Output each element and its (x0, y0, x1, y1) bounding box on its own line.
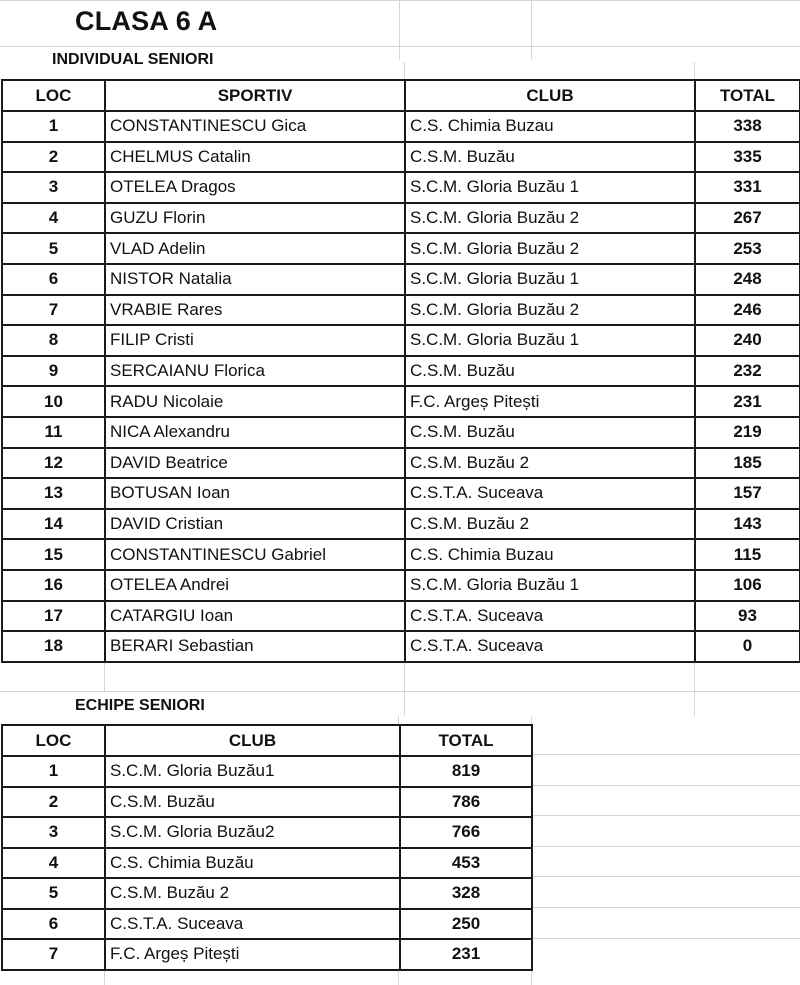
cell-loc: 4 (2, 203, 105, 234)
table-header-row (2, 725, 532, 756)
cell-total: 248 (695, 264, 800, 295)
cell-club: S.C.M. Gloria Buzău 1 (405, 264, 695, 295)
cell-loc: 12 (2, 448, 105, 479)
cell-sportiv: BOTUSAN Ioan (105, 478, 405, 509)
gridline (531, 0, 532, 60)
cell-loc: 5 (2, 878, 105, 909)
table-row (2, 233, 800, 264)
cell-club: C.S.T.A. Suceava (105, 909, 400, 940)
cell-total: 157 (695, 478, 800, 509)
cell-sportiv: OTELEA Andrei (105, 570, 405, 601)
gridline (398, 968, 399, 985)
table-row (2, 264, 800, 295)
table-row (2, 448, 800, 479)
cell-loc: 2 (2, 142, 105, 173)
cell-club: C.S.M. Buzău 2 (405, 448, 695, 479)
cell-total: 453 (400, 848, 532, 879)
table-row (2, 909, 532, 940)
table-row (2, 356, 800, 387)
cell-sportiv: CHELMUS Catalin (105, 142, 405, 173)
cell-sportiv: GUZU Florin (105, 203, 405, 234)
cell-sportiv: DAVID Cristian (105, 509, 405, 540)
gridline (531, 754, 800, 755)
cell-loc: 9 (2, 356, 105, 387)
column-header-club: CLUB (405, 80, 695, 111)
cell-club: C.S.M. Buzău (405, 356, 695, 387)
cell-club: S.C.M. Gloria Buzău1 (105, 756, 400, 787)
column-header-loc: LOC (2, 725, 105, 756)
cell-sportiv: RADU Nicolaie (105, 386, 405, 417)
cell-total: 143 (695, 509, 800, 540)
page-title: CLASA 6 A (75, 6, 218, 36)
cell-total: 267 (695, 203, 800, 234)
cell-club: S.C.M. Gloria Buzău 2 (405, 295, 695, 326)
cell-total: 115 (695, 539, 800, 570)
table-row (2, 295, 800, 326)
cell-loc: 17 (2, 601, 105, 632)
cell-total: 253 (695, 233, 800, 264)
cell-club: F.C. Argeș Pitești (405, 386, 695, 417)
cell-loc: 3 (2, 172, 105, 203)
table-row (2, 478, 800, 509)
table-row (2, 111, 800, 142)
cell-club: C.S.M. Buzău 2 (405, 509, 695, 540)
cell-club: C.S. Chimia Buzau (405, 539, 695, 570)
cell-loc: 18 (2, 631, 105, 662)
gridline (531, 907, 800, 908)
table-row (2, 539, 800, 570)
cell-loc: 3 (2, 817, 105, 848)
cell-total: 766 (400, 817, 532, 848)
cell-club: F.C. Argeș Pitești (105, 939, 400, 970)
column-header-total: TOTAL (695, 80, 800, 111)
table-row (2, 570, 800, 601)
cell-total: 106 (695, 570, 800, 601)
cell-sportiv: VLAD Adelin (105, 233, 405, 264)
cell-total: 240 (695, 325, 800, 356)
table-row (2, 386, 800, 417)
cell-loc: 7 (2, 295, 105, 326)
cell-sportiv: DAVID Beatrice (105, 448, 405, 479)
cell-loc: 10 (2, 386, 105, 417)
cell-club: C.S.T.A. Suceava (405, 601, 695, 632)
cell-loc: 15 (2, 539, 105, 570)
gridline (531, 938, 800, 939)
cell-club: S.C.M. Gloria Buzău 2 (405, 203, 695, 234)
cell-club: S.C.M. Gloria Buzău 2 (405, 233, 695, 264)
gridline (104, 661, 105, 691)
table-row (2, 203, 800, 234)
cell-total: 338 (695, 111, 800, 142)
table-row (2, 756, 532, 787)
table-row (2, 631, 800, 662)
gridline (531, 968, 532, 985)
gridline (531, 876, 800, 877)
cell-total: 819 (400, 756, 532, 787)
cell-sportiv: CONSTANTINESCU Gabriel (105, 539, 405, 570)
gridline (404, 661, 405, 716)
cell-sportiv: BERARI Sebastian (105, 631, 405, 662)
cell-loc: 8 (2, 325, 105, 356)
cell-club: S.C.M. Gloria Buzău2 (105, 817, 400, 848)
cell-total: 246 (695, 295, 800, 326)
cell-sportiv: OTELEA Dragos (105, 172, 405, 203)
gridline (531, 785, 800, 786)
table-row (2, 417, 800, 448)
cell-loc: 2 (2, 787, 105, 818)
gridline (0, 691, 800, 692)
cell-loc: 1 (2, 756, 105, 787)
cell-total: 331 (695, 172, 800, 203)
table-row (2, 601, 800, 632)
table-row (2, 787, 532, 818)
cell-loc: 5 (2, 233, 105, 264)
gridline (404, 62, 405, 79)
cell-club: C.S.M. Buzău (405, 142, 695, 173)
teams-table (1, 724, 533, 971)
cell-loc: 1 (2, 111, 105, 142)
gridline (694, 661, 695, 716)
column-header-loc: LOC (2, 80, 105, 111)
cell-sportiv: FILIP Cristi (105, 325, 405, 356)
cell-total: 786 (400, 787, 532, 818)
cell-total: 231 (400, 939, 532, 970)
cell-total: 335 (695, 142, 800, 173)
cell-club: C.S.M. Buzău (105, 787, 400, 818)
table-header-row (2, 80, 800, 111)
gridline (0, 0, 800, 1)
cell-club: S.C.M. Gloria Buzău 1 (405, 570, 695, 601)
cell-total: 232 (695, 356, 800, 387)
gridline (0, 46, 800, 47)
table-row (2, 848, 532, 879)
cell-total: 185 (695, 448, 800, 479)
individual-heading: INDIVIDUAL SENIORI (52, 51, 214, 68)
cell-loc: 6 (2, 909, 105, 940)
cell-sportiv: NISTOR Natalia (105, 264, 405, 295)
cell-total: 93 (695, 601, 800, 632)
table-row (2, 325, 800, 356)
cell-club: C.S. Chimia Buzău (105, 848, 400, 879)
gridline (531, 815, 800, 816)
table-row (2, 878, 532, 909)
cell-club: C.S.T.A. Suceava (405, 631, 695, 662)
cell-loc: 7 (2, 939, 105, 970)
column-header-total: TOTAL (400, 725, 532, 756)
teams-heading: ECHIPE SENIORI (75, 697, 205, 714)
cell-sportiv: CONSTANTINESCU Gica (105, 111, 405, 142)
cell-total: 0 (695, 631, 800, 662)
cell-total: 231 (695, 386, 800, 417)
cell-loc: 11 (2, 417, 105, 448)
cell-total: 219 (695, 417, 800, 448)
cell-club: C.S.M. Buzău 2 (105, 878, 400, 909)
cell-club: S.C.M. Gloria Buzău 1 (405, 325, 695, 356)
cell-total: 250 (400, 909, 532, 940)
cell-loc: 13 (2, 478, 105, 509)
cell-club: C.S. Chimia Buzau (405, 111, 695, 142)
gridline (694, 62, 695, 79)
table-row (2, 939, 532, 970)
cell-club: S.C.M. Gloria Buzău 1 (405, 172, 695, 203)
column-header-club: CLUB (105, 725, 400, 756)
cell-sportiv: CATARGIU Ioan (105, 601, 405, 632)
cell-club: C.S.M. Buzău (405, 417, 695, 448)
gridline (531, 846, 800, 847)
table-row (2, 509, 800, 540)
table-row (2, 817, 532, 848)
cell-loc: 16 (2, 570, 105, 601)
table-row (2, 172, 800, 203)
column-header-sportiv: SPORTIV (105, 80, 405, 111)
cell-sportiv: NICA Alexandru (105, 417, 405, 448)
cell-sportiv: VRABIE Rares (105, 295, 405, 326)
cell-club: C.S.T.A. Suceava (405, 478, 695, 509)
gridline (104, 968, 105, 985)
table-row (2, 142, 800, 173)
cell-loc: 4 (2, 848, 105, 879)
cell-sportiv: SERCAIANU Florica (105, 356, 405, 387)
individual-table (1, 79, 800, 663)
gridline (399, 0, 400, 60)
cell-loc: 6 (2, 264, 105, 295)
cell-total: 328 (400, 878, 532, 909)
cell-loc: 14 (2, 509, 105, 540)
